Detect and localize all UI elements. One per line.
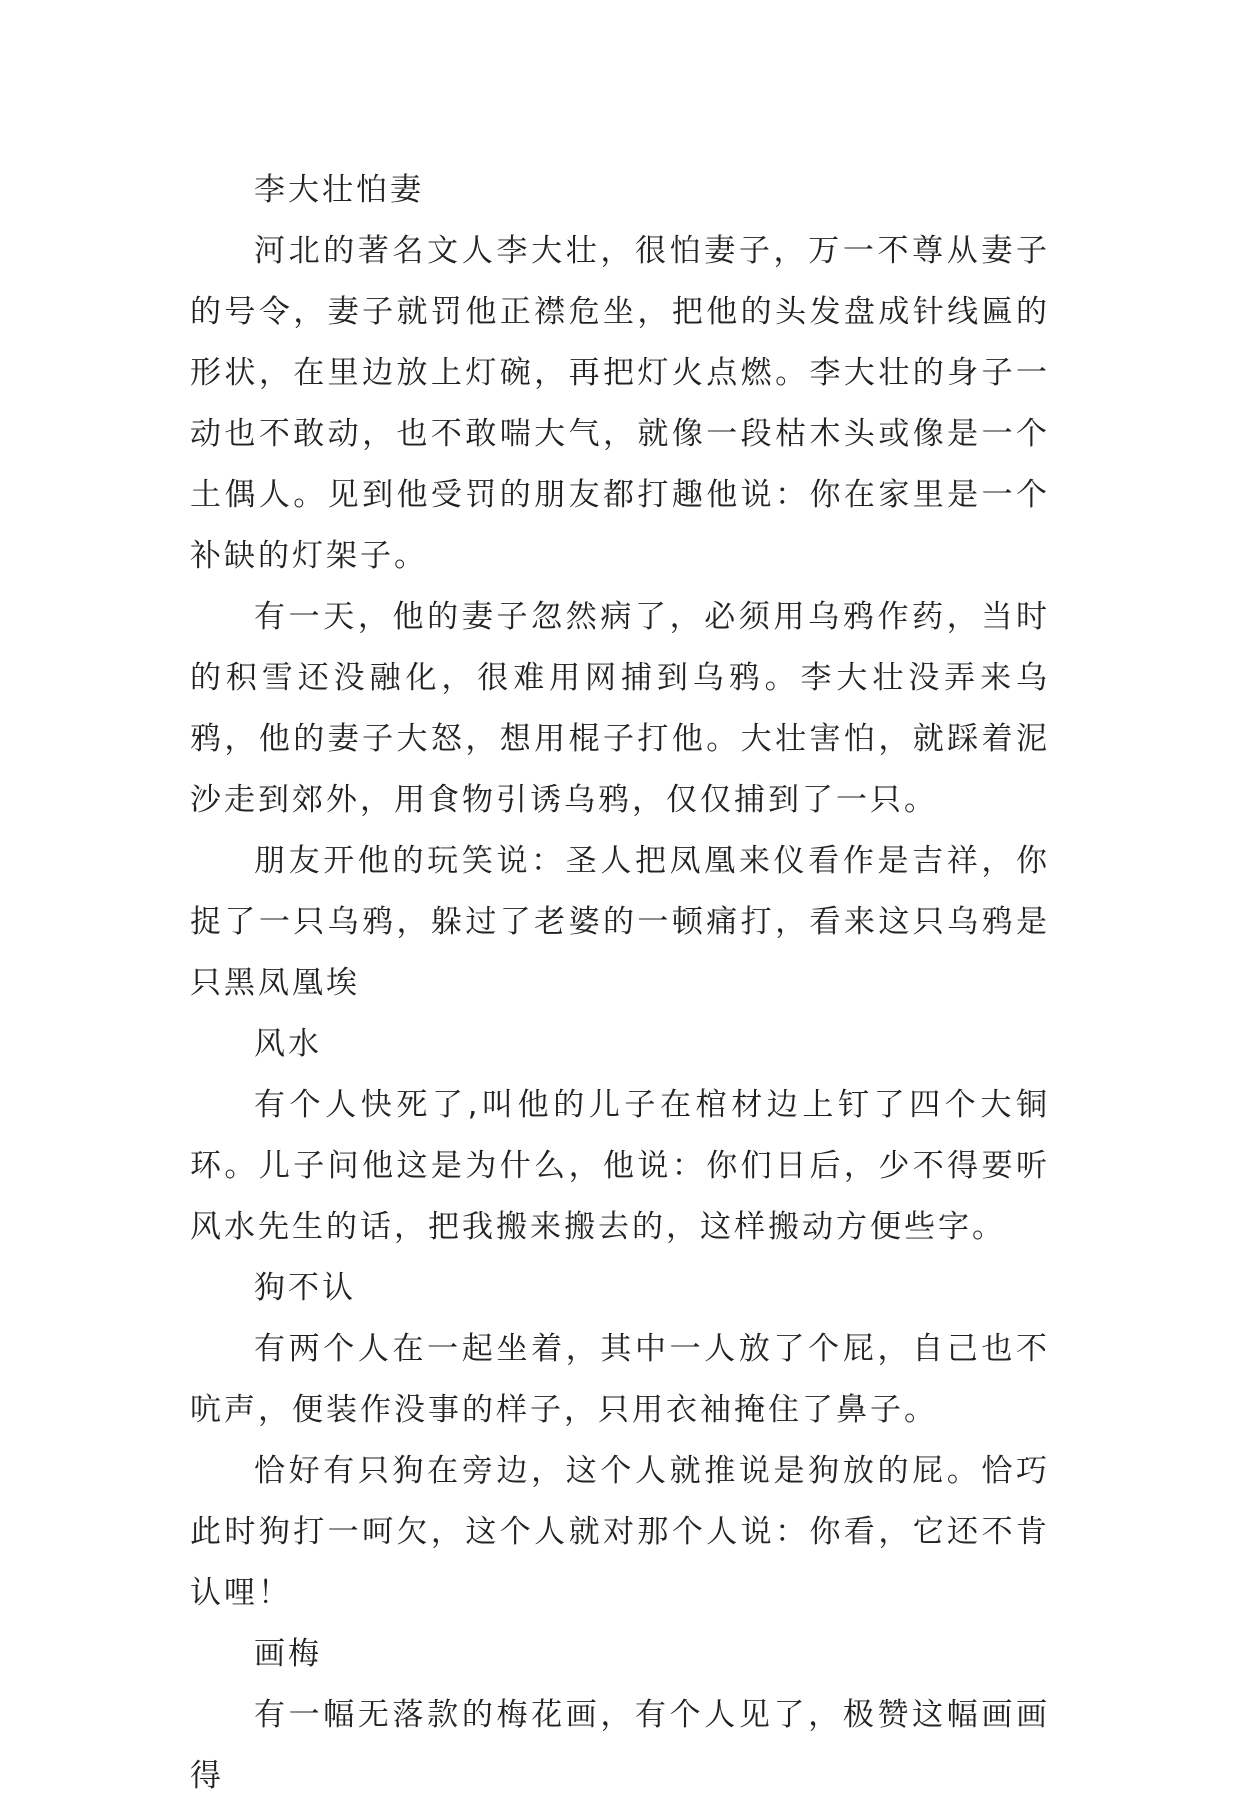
paragraph: 有一天，他的妻子忽然病了，必须用乌鸦作药，当时的积雪还没融化，很难用网捕到乌鸦。李大壮没弄来乌鸦，他的妻子大怒，想用棍子打他。大壮害怕，就踩着泥沙走到郊外，用食物引诱乌鸦，仅仅捕到了一只。 — [190, 599, 1050, 818]
story-title-hua-mei: 画梅 — [254, 1636, 322, 1672]
paragraph: 有两个人在一起坐着，其中一人放了个屁，自己也不吭声，便装作没事的样子，只用衣袖掩住了鼻子。 — [190, 1331, 1050, 1428]
story-title-li-dazhuang: 李大壮怕妻 — [254, 172, 424, 208]
paragraph: 朋友开他的玩笑说：圣人把凤凰来仪看作是吉祥，你捉了一只乌鸦，躲过了老婆的一顿痛打，看来这只乌鸦是只黑凤凰埃 — [190, 843, 1050, 1001]
document-body — [190, 160, 1050, 1807]
story-title-fengshui: 风水 — [254, 1026, 322, 1062]
story-title-gou-bu-ren: 狗不认 — [254, 1270, 356, 1306]
paragraph: 恰好有只狗在旁边，这个人就推说是狗放的屁。恰巧此时狗打一呵欠，这个人就对那个人说：你看，它还不肯认哩！ — [190, 1453, 1050, 1611]
paragraph: 有一幅无落款的梅花画，有个人见了，极赞这幅画画得 — [190, 1697, 1050, 1794]
paragraph: 河北的著名文人李大壮，很怕妻子，万一不尊从妻子的号令，妻子就罚他正襟危坐，把他的头发盘成针线匾的形状，在里边放上灯碗，再把灯火点燃。李大壮的身子一动也不敢动，也不敢喘大气，就像一段枯木头或像是一个土偶人。见到他受罚的朋友都打趣他说：你在家里是一个补缺的灯架子。 — [190, 233, 1050, 574]
paragraph: 有个人快死了,叫他的儿子在棺材边上钉了四个大铜环。儿子问他这是为什么，他说：你们日后，少不得要听风水先生的话，把我搬来搬去的，这样搬动方便些字。 — [190, 1087, 1050, 1245]
